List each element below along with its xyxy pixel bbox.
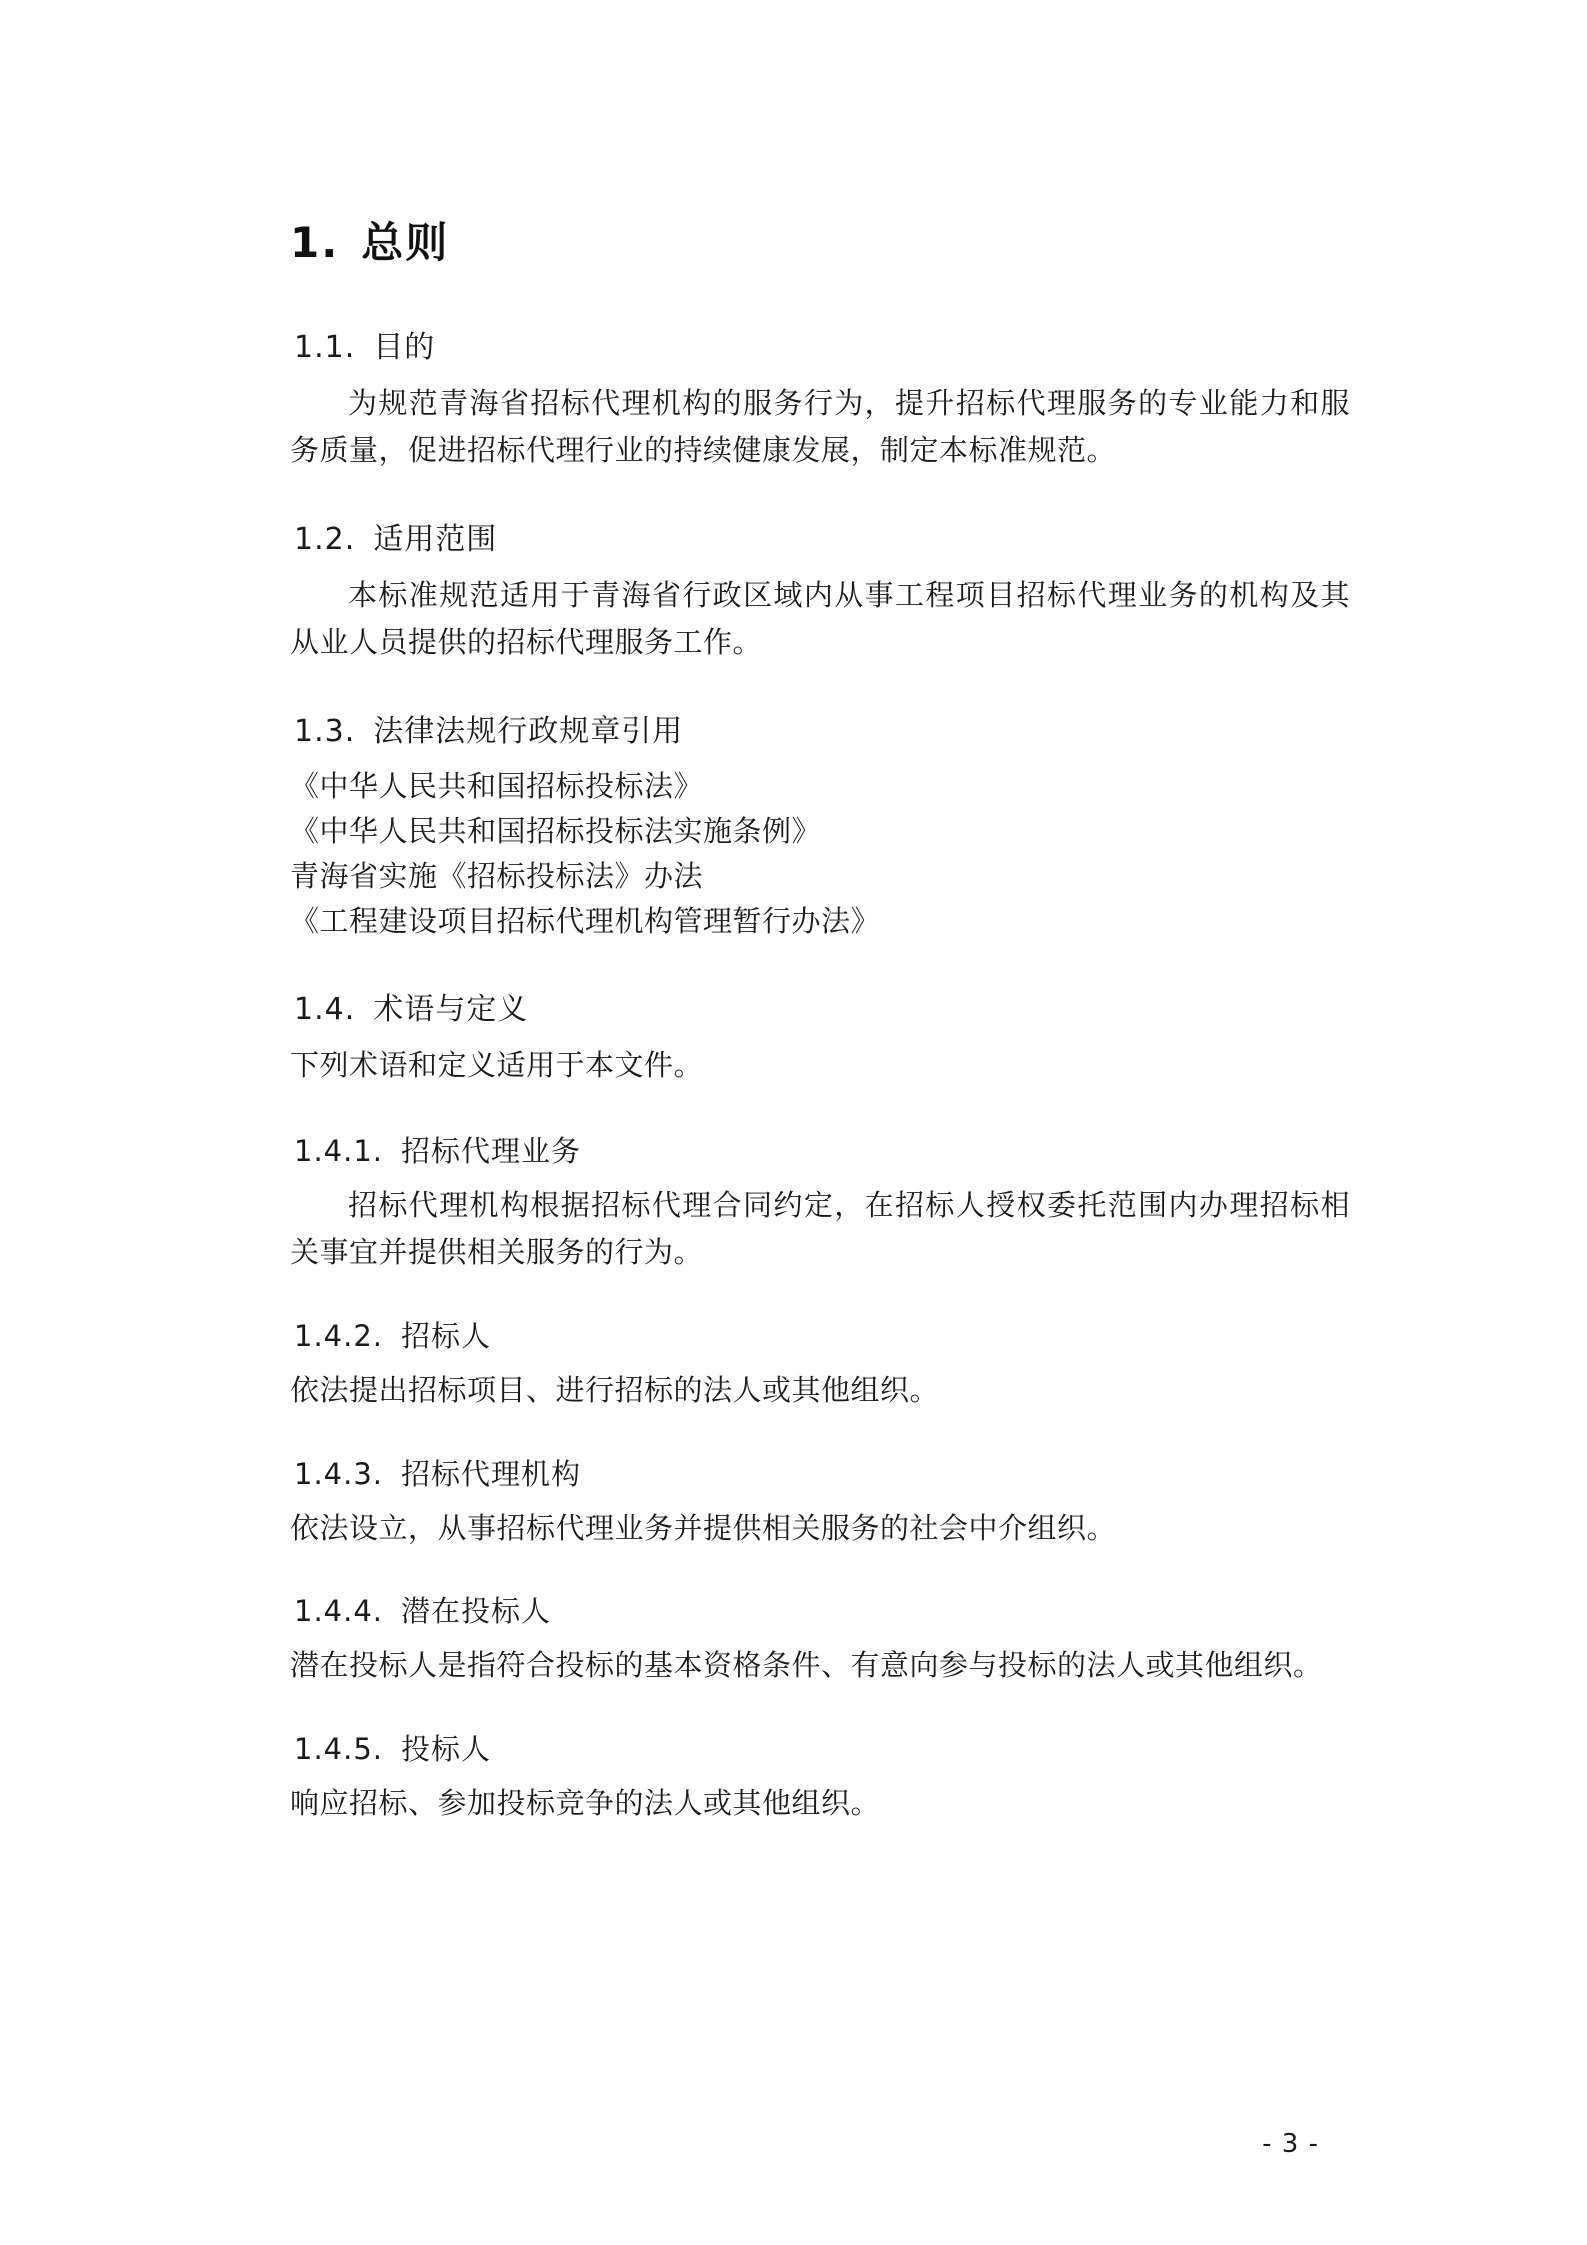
- term-heading: [290, 1589, 1350, 1630]
- term-heading: [290, 1452, 1350, 1493]
- term-definition: 潜在投标人是指符合投标的基本资格条件、有意向参与投标的法人或其他组织。: [290, 1648, 1323, 1683]
- term-title: 招标代理业务: [401, 1133, 582, 1168]
- section-title-text: 总则: [361, 218, 450, 267]
- subsection-title: 术语与定义: [373, 991, 529, 1027]
- section-number: 1.: [290, 218, 340, 267]
- subsection-terms: [290, 984, 1350, 1089]
- term-item: [290, 1727, 1350, 1827]
- law-reference-item: 《中华人民共和国招标投标法》: [290, 768, 704, 803]
- term-title: 招标人: [401, 1318, 492, 1353]
- subsection-number: 1.4.: [294, 991, 356, 1027]
- term-number: 1.4.5.: [294, 1732, 384, 1767]
- term-item: [290, 1129, 1350, 1276]
- terms-intro: 下列术语和定义适用于本文件。: [290, 1047, 704, 1082]
- subsection-title: 目的: [373, 330, 436, 365]
- term-definition: 响应招标、参加投标竞争的法人或其他组织。: [290, 1786, 881, 1821]
- term-item: [290, 1314, 1350, 1414]
- law-reference-list: [290, 764, 1350, 944]
- page-footer-number: - 3 -: [1262, 2129, 1319, 2159]
- subsection-number: 1.1.: [294, 330, 356, 365]
- subsection-heading: [290, 514, 1350, 558]
- term-definition: 招标代理机构根据招标代理合同约定，在招标人授权委托范围内办理招标相关事宜并提供相关服务的行为。: [290, 1187, 1350, 1269]
- term-definition: 依法提出招标项目、进行招标的法人或其他组织。: [290, 1372, 940, 1407]
- subsection-title: 适用范围: [373, 521, 498, 557]
- subsection-law-references: [290, 706, 1350, 944]
- term-item: [290, 1589, 1350, 1689]
- term-number: 1.4.2.: [294, 1318, 384, 1353]
- subsection-heading: [290, 706, 1350, 750]
- term-heading: [290, 1727, 1350, 1768]
- subsection-paragraph: 本标准规范适用于青海省行政区域内从事工程项目招标代理业务的机构及其从业人员提供的招标代理服务工作。: [290, 577, 1350, 659]
- term-title: 潜在投标人: [401, 1594, 552, 1629]
- term-number: 1.4.1.: [294, 1133, 384, 1168]
- page-content: [290, 210, 1350, 1865]
- term-heading: [290, 1314, 1350, 1355]
- subsection-number: 1.3.: [294, 713, 356, 749]
- term-number: 1.4.4.: [294, 1594, 384, 1629]
- subsection-title: 法律法规行政规章引用: [373, 713, 684, 749]
- law-reference-item: 《中华人民共和国招标投标法实施条例》: [290, 813, 822, 848]
- subsection-heading: [290, 984, 1350, 1028]
- page-title: [290, 210, 1350, 270]
- term-title: 投标人: [401, 1732, 492, 1767]
- law-reference-item: 青海省实施《招标投标法》办法: [290, 858, 704, 893]
- law-reference-item: 《工程建设项目招标代理机构管理暂行办法》: [290, 903, 881, 938]
- term-title: 招标代理机构: [401, 1456, 582, 1491]
- term-item: [290, 1452, 1350, 1552]
- subsection-paragraph: 为规范青海省招标代理机构的服务行为，提升招标代理服务的专业能力和服务质量，促进招标代理行业的持续健康发展，制定本标准规范。: [290, 386, 1350, 467]
- term-number: 1.4.3.: [294, 1456, 384, 1491]
- subsection-number: 1.2.: [294, 521, 356, 557]
- subsection-scope: [290, 514, 1350, 666]
- subsection-purpose: [290, 322, 1350, 474]
- term-definition: 依法设立，从事招标代理业务并提供相关服务的社会中介组织。: [290, 1510, 1117, 1545]
- term-heading: [290, 1129, 1350, 1170]
- subsection-heading: [290, 322, 1350, 366]
